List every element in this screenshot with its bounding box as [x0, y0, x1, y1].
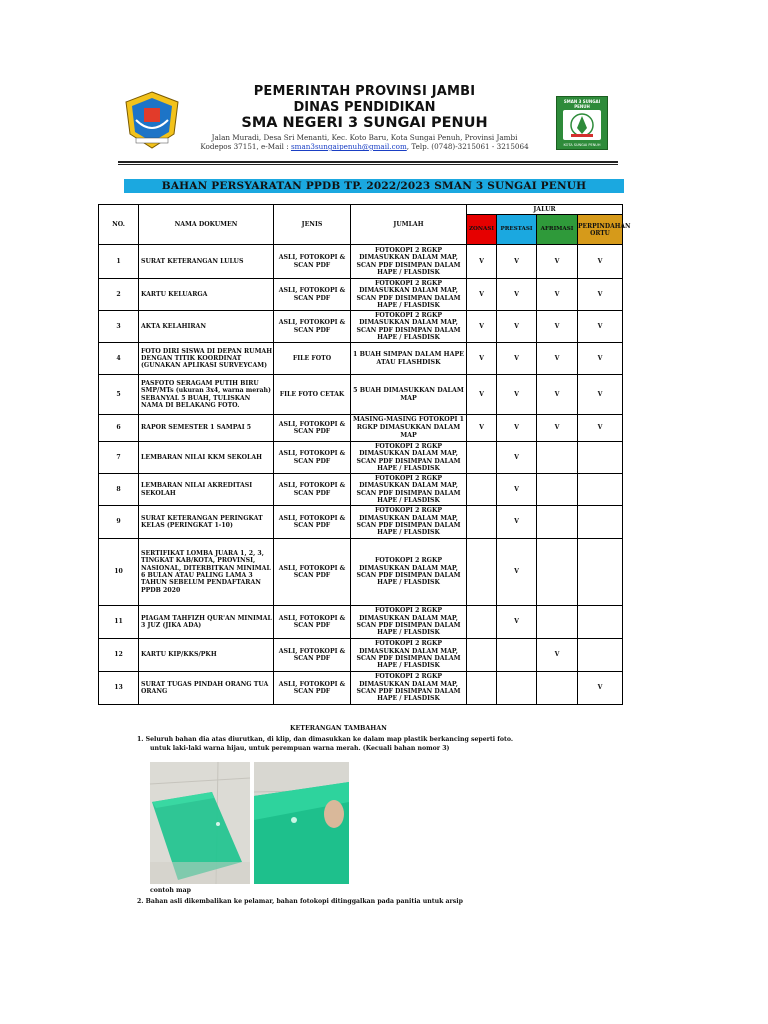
- row-zonasi-mark: V: [467, 343, 497, 375]
- header-jumlah: JUMLAH: [351, 205, 467, 245]
- row-quantity: FOTOKOPI 2 RGKP DIMASUKKAN DALAM MAP, SCAN PDF DISIMPAN DALAM HAPE / FLASDISK: [351, 311, 467, 343]
- row-document-name: SURAT KETERANGAN PERINGKAT KELAS (PERINGKAT 1-10): [139, 506, 274, 539]
- row-type: ASLI, FOTOKOPI & SCAN PDF: [274, 639, 351, 672]
- row-quantity: 5 BUAH DIMASUKKAN DALAM MAP: [351, 375, 467, 415]
- row-quantity: FOTOKOPI 2 RGKP DIMASUKKAN DALAM MAP, SCAN PDF DISIMPAN DALAM HAPE / FLASDISK: [351, 506, 467, 539]
- row-afirmasi-mark: V: [537, 279, 578, 311]
- row-quantity: FOTOKOPI 2 RGKP DIMASUKKAN DALAM MAP, SCAN PDF DISIMPAN DALAM HAPE / FLASDISK: [351, 279, 467, 311]
- header-prestasi: PRESTASI: [497, 215, 537, 245]
- row-prestasi-mark: [497, 672, 537, 705]
- row-document-name: KARTU KELUARGA: [139, 279, 274, 311]
- row-type: ASLI, FOTOKOPI & SCAN PDF: [274, 415, 351, 442]
- letterhead-rule-thin: [118, 164, 618, 165]
- table-row: [99, 415, 623, 442]
- row-zonasi-mark: [467, 639, 497, 672]
- row-afirmasi-mark: [537, 474, 578, 506]
- row-number: 3: [99, 311, 139, 343]
- table-row: [99, 506, 623, 539]
- row-zonasi-mark: V: [467, 245, 497, 279]
- row-document-name: LEMBARAN NILAI AKREDITASI SEKOLAH: [139, 474, 274, 506]
- address-line-1: Jalan Muradi, Desa Sri Menanti, Kec. Koto Baru, Kota Sungai Penuh, Provinsi Jambi: [211, 133, 518, 142]
- row-prestasi-mark: V: [497, 539, 537, 606]
- folder-photo-1: [150, 762, 250, 884]
- row-zonasi-mark: [467, 474, 497, 506]
- row-type: FILE FOTO: [274, 343, 351, 375]
- school-logo-bottom-text: KOTA SUNGAI PENUH: [563, 143, 601, 147]
- leaf-icon: [563, 110, 601, 140]
- letterhead-rule-thick: [118, 161, 618, 163]
- row-perpindahan-mark: [578, 442, 623, 474]
- table-row: [99, 343, 623, 375]
- row-perpindahan-mark: V: [578, 343, 623, 375]
- table-row: [99, 311, 623, 343]
- table-row: [99, 606, 623, 639]
- row-perpindahan-mark: V: [578, 415, 623, 442]
- header-perpindahan: PERPINDAHAN ORTU: [578, 215, 623, 245]
- row-perpindahan-mark: [578, 506, 623, 539]
- header-jalur: JALUR: [467, 205, 623, 215]
- green-folder-closeup-image: [254, 762, 349, 884]
- row-document-name: LEMBARAN NILAI KKM SEKOLAH: [139, 442, 274, 474]
- header-no: NO.: [99, 205, 139, 245]
- row-quantity: FOTOKOPI 2 RGKP DIMASUKKAN DALAM MAP, SCAN PDF DISIMPAN DALAM HAPE / FLASDISK: [351, 639, 467, 672]
- header-doc: NAMA DOKUMEN: [139, 205, 274, 245]
- school-name: SMA NEGERI 3 SUNGAI PENUH: [241, 115, 488, 131]
- row-quantity: FOTOKOPI 2 RGKP DIMASUKKAN DALAM MAP, SCAN PDF DISIMPAN DALAM HAPE / FLASDISK: [351, 539, 467, 606]
- row-document-name: SURAT TUGAS PINDAH ORANG TUA ORANG: [139, 672, 274, 705]
- row-perpindahan-mark: V: [578, 672, 623, 705]
- row-prestasi-mark: V: [497, 474, 537, 506]
- row-number: 7: [99, 442, 139, 474]
- email-link[interactable]: sman3sungaipenuh@gmail.com: [290, 142, 407, 151]
- row-number: 10: [99, 539, 139, 606]
- row-perpindahan-mark: [578, 474, 623, 506]
- row-type: FILE FOTO CETAK: [274, 375, 351, 415]
- row-perpindahan-mark: [578, 606, 623, 639]
- row-number: 1: [99, 245, 139, 279]
- row-number: 6: [99, 415, 139, 442]
- row-afirmasi-mark: V: [537, 415, 578, 442]
- row-document-name: RAPOR SEMESTER 1 SAMPAI 5: [139, 415, 274, 442]
- table-row: [99, 442, 623, 474]
- row-prestasi-mark: V: [497, 506, 537, 539]
- row-zonasi-mark: [467, 506, 497, 539]
- header-jenis: JENIS: [274, 205, 351, 245]
- address-line-2: [122, 142, 607, 151]
- row-perpindahan-mark: V: [578, 311, 623, 343]
- photo-caption: contoh map: [150, 887, 191, 894]
- address-prefix: Kodepos 37151, e-Mail :: [200, 142, 291, 151]
- row-afirmasi-mark: [537, 606, 578, 639]
- row-zonasi-mark: V: [467, 311, 497, 343]
- row-document-name: FOTO DIRI SISWA DI DEPAN RUMAH DENGAN TITIK KOORDINAT (GUNAKAN APLIKASI SURVEYCAM): [139, 343, 274, 375]
- row-quantity: FOTOKOPI 2 RGKP DIMASUKKAN DALAM MAP, SCAN PDF DISIMPAN DALAM HAPE / FLASDISK: [351, 442, 467, 474]
- school-logo-icon: [556, 96, 608, 150]
- header-afirmasi: AFRIMASI: [537, 215, 578, 245]
- row-zonasi-mark: V: [467, 415, 497, 442]
- row-number: 13: [99, 672, 139, 705]
- row-afirmasi-mark: [537, 539, 578, 606]
- row-number: 2: [99, 279, 139, 311]
- row-number: 12: [99, 639, 139, 672]
- row-type: ASLI, FOTOKOPI & SCAN PDF: [274, 474, 351, 506]
- row-type: ASLI, FOTOKOPI & SCAN PDF: [274, 279, 351, 311]
- row-perpindahan-mark: [578, 639, 623, 672]
- row-afirmasi-mark: V: [537, 375, 578, 415]
- row-perpindahan-mark: [578, 539, 623, 606]
- header-zonasi: ZONASI: [467, 215, 497, 245]
- table-row: [99, 639, 623, 672]
- row-prestasi-mark: V: [497, 442, 537, 474]
- row-number: 9: [99, 506, 139, 539]
- row-afirmasi-mark: V: [537, 245, 578, 279]
- row-zonasi-mark: V: [467, 279, 497, 311]
- row-type: ASLI, FOTOKOPI & SCAN PDF: [274, 506, 351, 539]
- row-type: ASLI, FOTOKOPI & SCAN PDF: [274, 311, 351, 343]
- letterhead: [122, 80, 607, 158]
- document-title-banner: BAHAN PERSYARATAN PPDB TP. 2022/2023 SMAN 3 SUNGAI PENUH: [124, 179, 624, 193]
- row-type: ASLI, FOTOKOPI & SCAN PDF: [274, 442, 351, 474]
- table-row: [99, 279, 623, 311]
- row-quantity: FOTOKOPI 2 RGKP DIMASUKKAN DALAM MAP, SCAN PDF DISIMPAN DALAM HAPE / FLASDISK: [351, 245, 467, 279]
- row-prestasi-mark: V: [497, 311, 537, 343]
- row-zonasi-mark: V: [467, 375, 497, 415]
- note-1-line-2: untuk laki-laki warna hijau, untuk perempuan warna merah. (Kecuali bahan nomor 3): [150, 745, 450, 752]
- row-number: 4: [99, 343, 139, 375]
- row-afirmasi-mark: V: [537, 639, 578, 672]
- table-row: [99, 672, 623, 705]
- table-row: [99, 539, 623, 606]
- row-zonasi-mark: [467, 539, 497, 606]
- row-afirmasi-mark: V: [537, 343, 578, 375]
- school-logo-top-text: SMAN 3 SUNGAI PENUH: [563, 99, 601, 109]
- school-logo-emblem: [563, 110, 601, 140]
- note-2: 2. Bahan asli dikembalikan ke pelamar, bahan fotokopi ditinggalkan pada panitia untuk arsip: [137, 898, 463, 905]
- row-perpindahan-mark: V: [578, 375, 623, 415]
- row-type: ASLI, FOTOKOPI & SCAN PDF: [274, 539, 351, 606]
- table-row: [99, 375, 623, 415]
- row-document-name: SURAT KETERANGAN LULUS: [139, 245, 274, 279]
- row-quantity: FOTOKOPI 2 RGKP DIMASUKKAN DALAM MAP, SCAN PDF DISIMPAN DALAM HAPE / FLASDISK: [351, 672, 467, 705]
- row-zonasi-mark: [467, 442, 497, 474]
- row-afirmasi-mark: V: [537, 311, 578, 343]
- green-folder-image: [150, 762, 250, 884]
- row-perpindahan-mark: V: [578, 279, 623, 311]
- note-1-line-1: 1. Seluruh bahan dia atas diurutkan, di klip, dan dimasukkan ke dalam map plastik berkancing seperti foto.: [137, 736, 514, 743]
- row-document-name: PASFOTO SERAGAM PUTIH BIRU SMP/MTs (ukuran 3x4, warna merah) SEBANYAL 5 BUAH, TULISKAN NAMA DI BELAKANG FOTO.: [139, 375, 274, 415]
- requirements-rows: [99, 245, 623, 705]
- folder-photo-2: [254, 762, 349, 884]
- row-prestasi-mark: V: [497, 415, 537, 442]
- requirements-table: [98, 204, 631, 705]
- row-quantity: MASING-MASING FOTOKOPI 1 RGKP DIMASUKKAN DALAM MAP: [351, 415, 467, 442]
- row-number: 11: [99, 606, 139, 639]
- notes-title: KETERANGAN TAMBAHAN: [290, 725, 387, 732]
- row-document-name: KARTU KIP/KKS/PKH: [139, 639, 274, 672]
- row-afirmasi-mark: [537, 442, 578, 474]
- letterhead-line-1: PEMERINTAH PROVINSI JAMBI: [253, 84, 476, 99]
- row-afirmasi-mark: [537, 506, 578, 539]
- table-row: [99, 245, 623, 279]
- letterhead-line-2: DINAS PENDIDIKAN: [293, 100, 436, 115]
- row-prestasi-mark: V: [497, 606, 537, 639]
- row-prestasi-mark: V: [497, 245, 537, 279]
- row-afirmasi-mark: [537, 672, 578, 705]
- row-prestasi-mark: V: [497, 375, 537, 415]
- row-type: ASLI, FOTOKOPI & SCAN PDF: [274, 245, 351, 279]
- row-quantity: FOTOKOPI 2 RGKP DIMASUKKAN DALAM MAP, SCAN PDF DISIMPAN DALAM HAPE / FLASDISK: [351, 606, 467, 639]
- row-document-name: AKTA KELAHIRAN: [139, 311, 274, 343]
- row-perpindahan-mark: V: [578, 245, 623, 279]
- row-document-name: SERTIFIKAT LOMBA JUARA 1, 2, 3, TINGKAT KAB/KOTA, PROVINSI, NASIONAL, DITERBITKAN MINIMAL 6 BULAN ATAU PALING LAMA 3 TAHUN SEBELUM PENDAFTARAN PPDB 2020: [139, 539, 274, 606]
- row-prestasi-mark: V: [497, 343, 537, 375]
- row-quantity: FOTOKOPI 2 RGKP DIMASUKKAN DALAM MAP, SCAN PDF DISIMPAN DALAM HAPE / FLASDISK: [351, 474, 467, 506]
- row-number: 5: [99, 375, 139, 415]
- row-document-name: PIAGAM TAHFIZH QUR'AN MINIMAL 3 JUZ (JIKA ADA): [139, 606, 274, 639]
- row-zonasi-mark: [467, 672, 497, 705]
- row-zonasi-mark: [467, 606, 497, 639]
- row-quantity: 1 BUAH SIMPAN DALAM HAPE ATAU FLASHDISK: [351, 343, 467, 375]
- row-number: 8: [99, 474, 139, 506]
- row-type: ASLI, FOTOKOPI & SCAN PDF: [274, 606, 351, 639]
- row-prestasi-mark: V: [497, 279, 537, 311]
- row-type: ASLI, FOTOKOPI & SCAN PDF: [274, 672, 351, 705]
- row-prestasi-mark: [497, 639, 537, 672]
- table-row: [99, 474, 623, 506]
- address-suffix: , Telp. (0748)-3215061 - 3215064: [406, 142, 529, 151]
